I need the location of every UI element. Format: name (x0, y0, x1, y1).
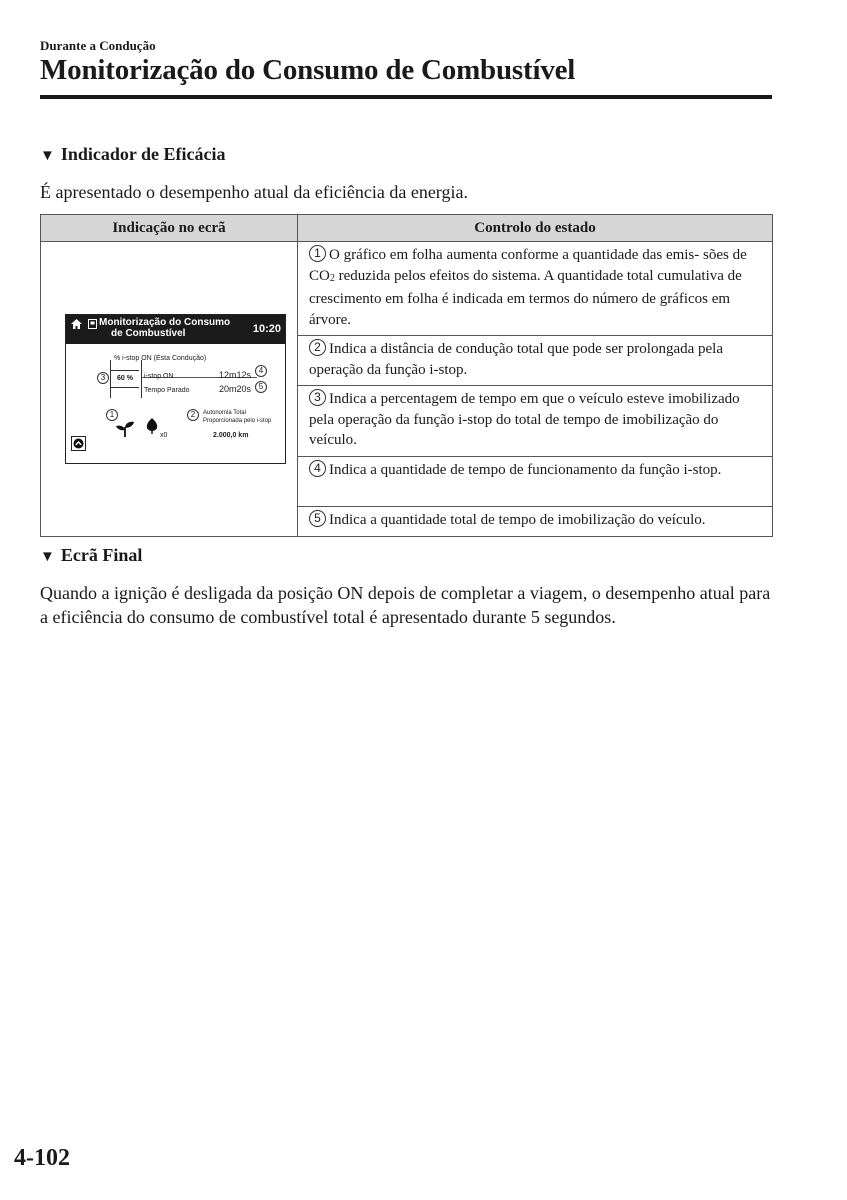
desc-3-text: Indica a percentagem de tempo em que o veículo esteve imobilizado pela operação da função i-stop do total de tempo de imobilização do veículo. (309, 391, 740, 448)
circled-number-4: 4 (309, 460, 326, 477)
desc-4-text: Indica a quantidade de tempo de funcionamento da função i-stop. (329, 462, 722, 478)
circled-number-5: 5 (309, 510, 326, 527)
column-header-screen: Indicação no ecrã (41, 215, 298, 242)
screen-subtitle: % i-stop ON (Esta Condução) (114, 355, 207, 362)
column-header-status: Controlo do estado (298, 215, 773, 242)
chapter-label: Durante a Condução (40, 38, 156, 53)
circled-number-3: 3 (309, 389, 326, 406)
callout-3: 3 (97, 372, 109, 384)
screen-header (66, 315, 285, 344)
tree-count: x0 (160, 432, 168, 439)
screen-cell (41, 242, 298, 537)
triangle-down-icon: ▼ (40, 148, 55, 164)
status-desc-4 (298, 457, 773, 507)
desc-2-text: Indica a distância de condução total que pode ser prolongada pela operação da função i-stop. (309, 341, 724, 378)
circled-number-2: 2 (309, 339, 326, 356)
home-icon[interactable] (71, 319, 82, 329)
screen-clock: 10:20 (252, 323, 281, 335)
callout-1: 1 (106, 409, 118, 421)
autonomia-line1: Autonomia Total (203, 410, 246, 416)
callout-2: 2 (187, 409, 199, 421)
table-row (41, 242, 773, 336)
desc-1-part-b: sões de CO (309, 247, 747, 284)
distance-value: 2.000,0 km (213, 432, 249, 439)
autonomia-line2: Proporcionada pelo i-stop (203, 417, 272, 424)
scroll-up-button[interactable] (71, 436, 86, 451)
screen-title (99, 317, 230, 339)
screen-title-line2: de Combustível (111, 328, 186, 339)
page-title: Monitorização do Consumo de Combustível (40, 54, 576, 86)
section-heading-ecra-final (40, 545, 142, 566)
autonomia-label (203, 410, 271, 425)
chevron-up-icon (72, 437, 85, 450)
desc-1-part-a: O gráfico em folha aumenta conforme a quantidade das emis- (329, 247, 700, 263)
status-desc-2 (298, 336, 773, 386)
section-intro: É apresentado o desempenho atual da eficiência da energia. (40, 182, 468, 202)
table-header-row (41, 215, 773, 242)
percent-value: 60 % (111, 370, 139, 388)
desc-5-text: Indica a quantidade total de tempo de imobilização do veículo. (329, 512, 706, 528)
desc-1-part-c: reduzida pelos efeitos do sistema. A quantidade total cumulativa de crescimento em folha é indicada em termos do número de gráficos em árvore. (309, 267, 742, 328)
section-heading-text: Ecrã Final (60, 545, 143, 565)
title-rule (40, 95, 772, 99)
status-desc-5 (298, 507, 773, 537)
callout-5: 5 (255, 381, 267, 393)
tree-icon (146, 418, 158, 434)
desc-1-subscript: 2 (329, 272, 335, 284)
fuel-monitor-screen (65, 314, 286, 464)
istop-on-label: i-stop ON (144, 373, 174, 380)
page-number: 4-102 (14, 1145, 70, 1171)
leaf-sprout-icon (116, 419, 134, 437)
callout-4: 4 (255, 365, 267, 377)
tempo-parado-label: Tempo Parado (144, 387, 190, 394)
section-heading-text: Indicador de Eficácia (60, 144, 226, 164)
istop-on-value: 12m12s (219, 370, 252, 380)
circled-number-1: 1 (309, 245, 326, 262)
status-desc-3 (298, 386, 773, 457)
tempo-parado-value: 20m20s (219, 384, 252, 394)
section-heading-eficacia (40, 144, 226, 165)
fuel-monitor-icon (88, 319, 97, 329)
status-desc-1 (298, 242, 773, 336)
section-final-text: Quando a ignição é desligada da posição ON depois de completar a viagem, o desempenho atual para a eficiência do consumo de combustível total é apresentado durante 5 segundos. (40, 583, 771, 627)
triangle-down-icon: ▼ (40, 549, 55, 565)
screen-title-line1: Monitorização do Consumo (99, 317, 231, 328)
status-table (40, 214, 773, 537)
